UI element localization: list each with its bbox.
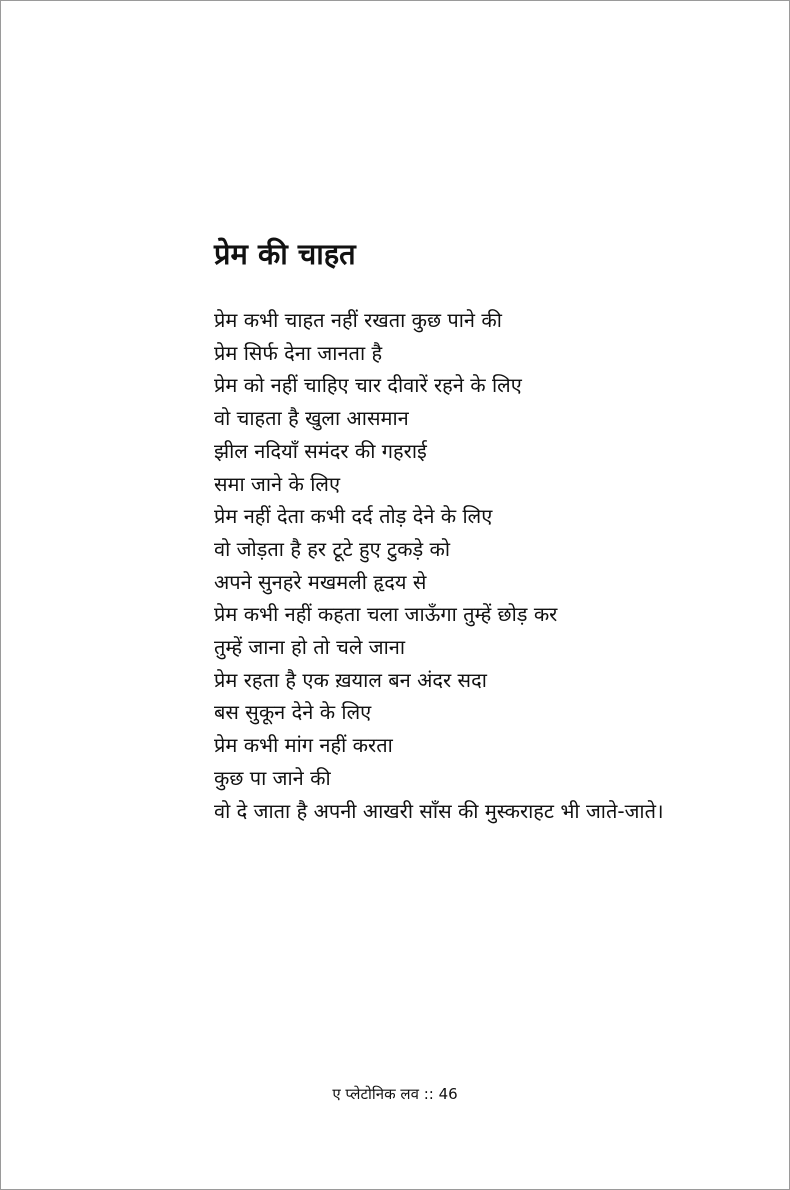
- poem-title: प्रेम की चाहत: [214, 237, 356, 271]
- poem-line: प्रेम को नहीं चाहिए चार दीवारें रहने के लिए: [214, 373, 522, 398]
- poem-line: वो चाहता है खुला आसमान: [214, 406, 409, 431]
- poem-line: प्रेम कभी नहीं कहता चला जाऊँगा तुम्हें छोड़ कर: [214, 602, 558, 627]
- poem-line: कुछ पा जाने की: [214, 765, 331, 790]
- poem-lines: [214, 304, 734, 827]
- poem-block: [214, 228, 734, 827]
- poem-line: वो दे जाता है अपनी आखरी साँस की मुस्कराहट भी जाते-जाते।: [214, 798, 664, 823]
- poem-line: वो जोड़ता है हर टूटे हुए टुकड़े को: [214, 536, 451, 561]
- poem-line: प्रेम रहता है एक ख़याल बन अंदर सदा: [214, 667, 487, 692]
- poem-line: प्रेम नहीं देता कभी दर्द तोड़ देने के लिए: [214, 504, 493, 529]
- poem-line: तुम्हें जाना हो तो चले जाना: [214, 635, 406, 660]
- poem-line: प्रेम कभी मांग नहीं करता: [214, 733, 393, 758]
- poem-line: अपने सुनहरे मखमली हृदय से: [214, 569, 427, 594]
- page-footer: ए प्लेटोनिक लव :: 46: [332, 1085, 458, 1103]
- poem-line: समा जाने के लिए: [214, 471, 341, 496]
- poem-line: प्रेम सिर्फ देना जानता है: [214, 340, 383, 365]
- poem-line: बस सुकून देने के लिए: [214, 700, 372, 725]
- poem-line: प्रेम कभी चाहत नहीं रखता कुछ पाने की: [214, 308, 502, 332]
- poem-line: झील नदियाँ समंदर की गहराई: [214, 438, 427, 463]
